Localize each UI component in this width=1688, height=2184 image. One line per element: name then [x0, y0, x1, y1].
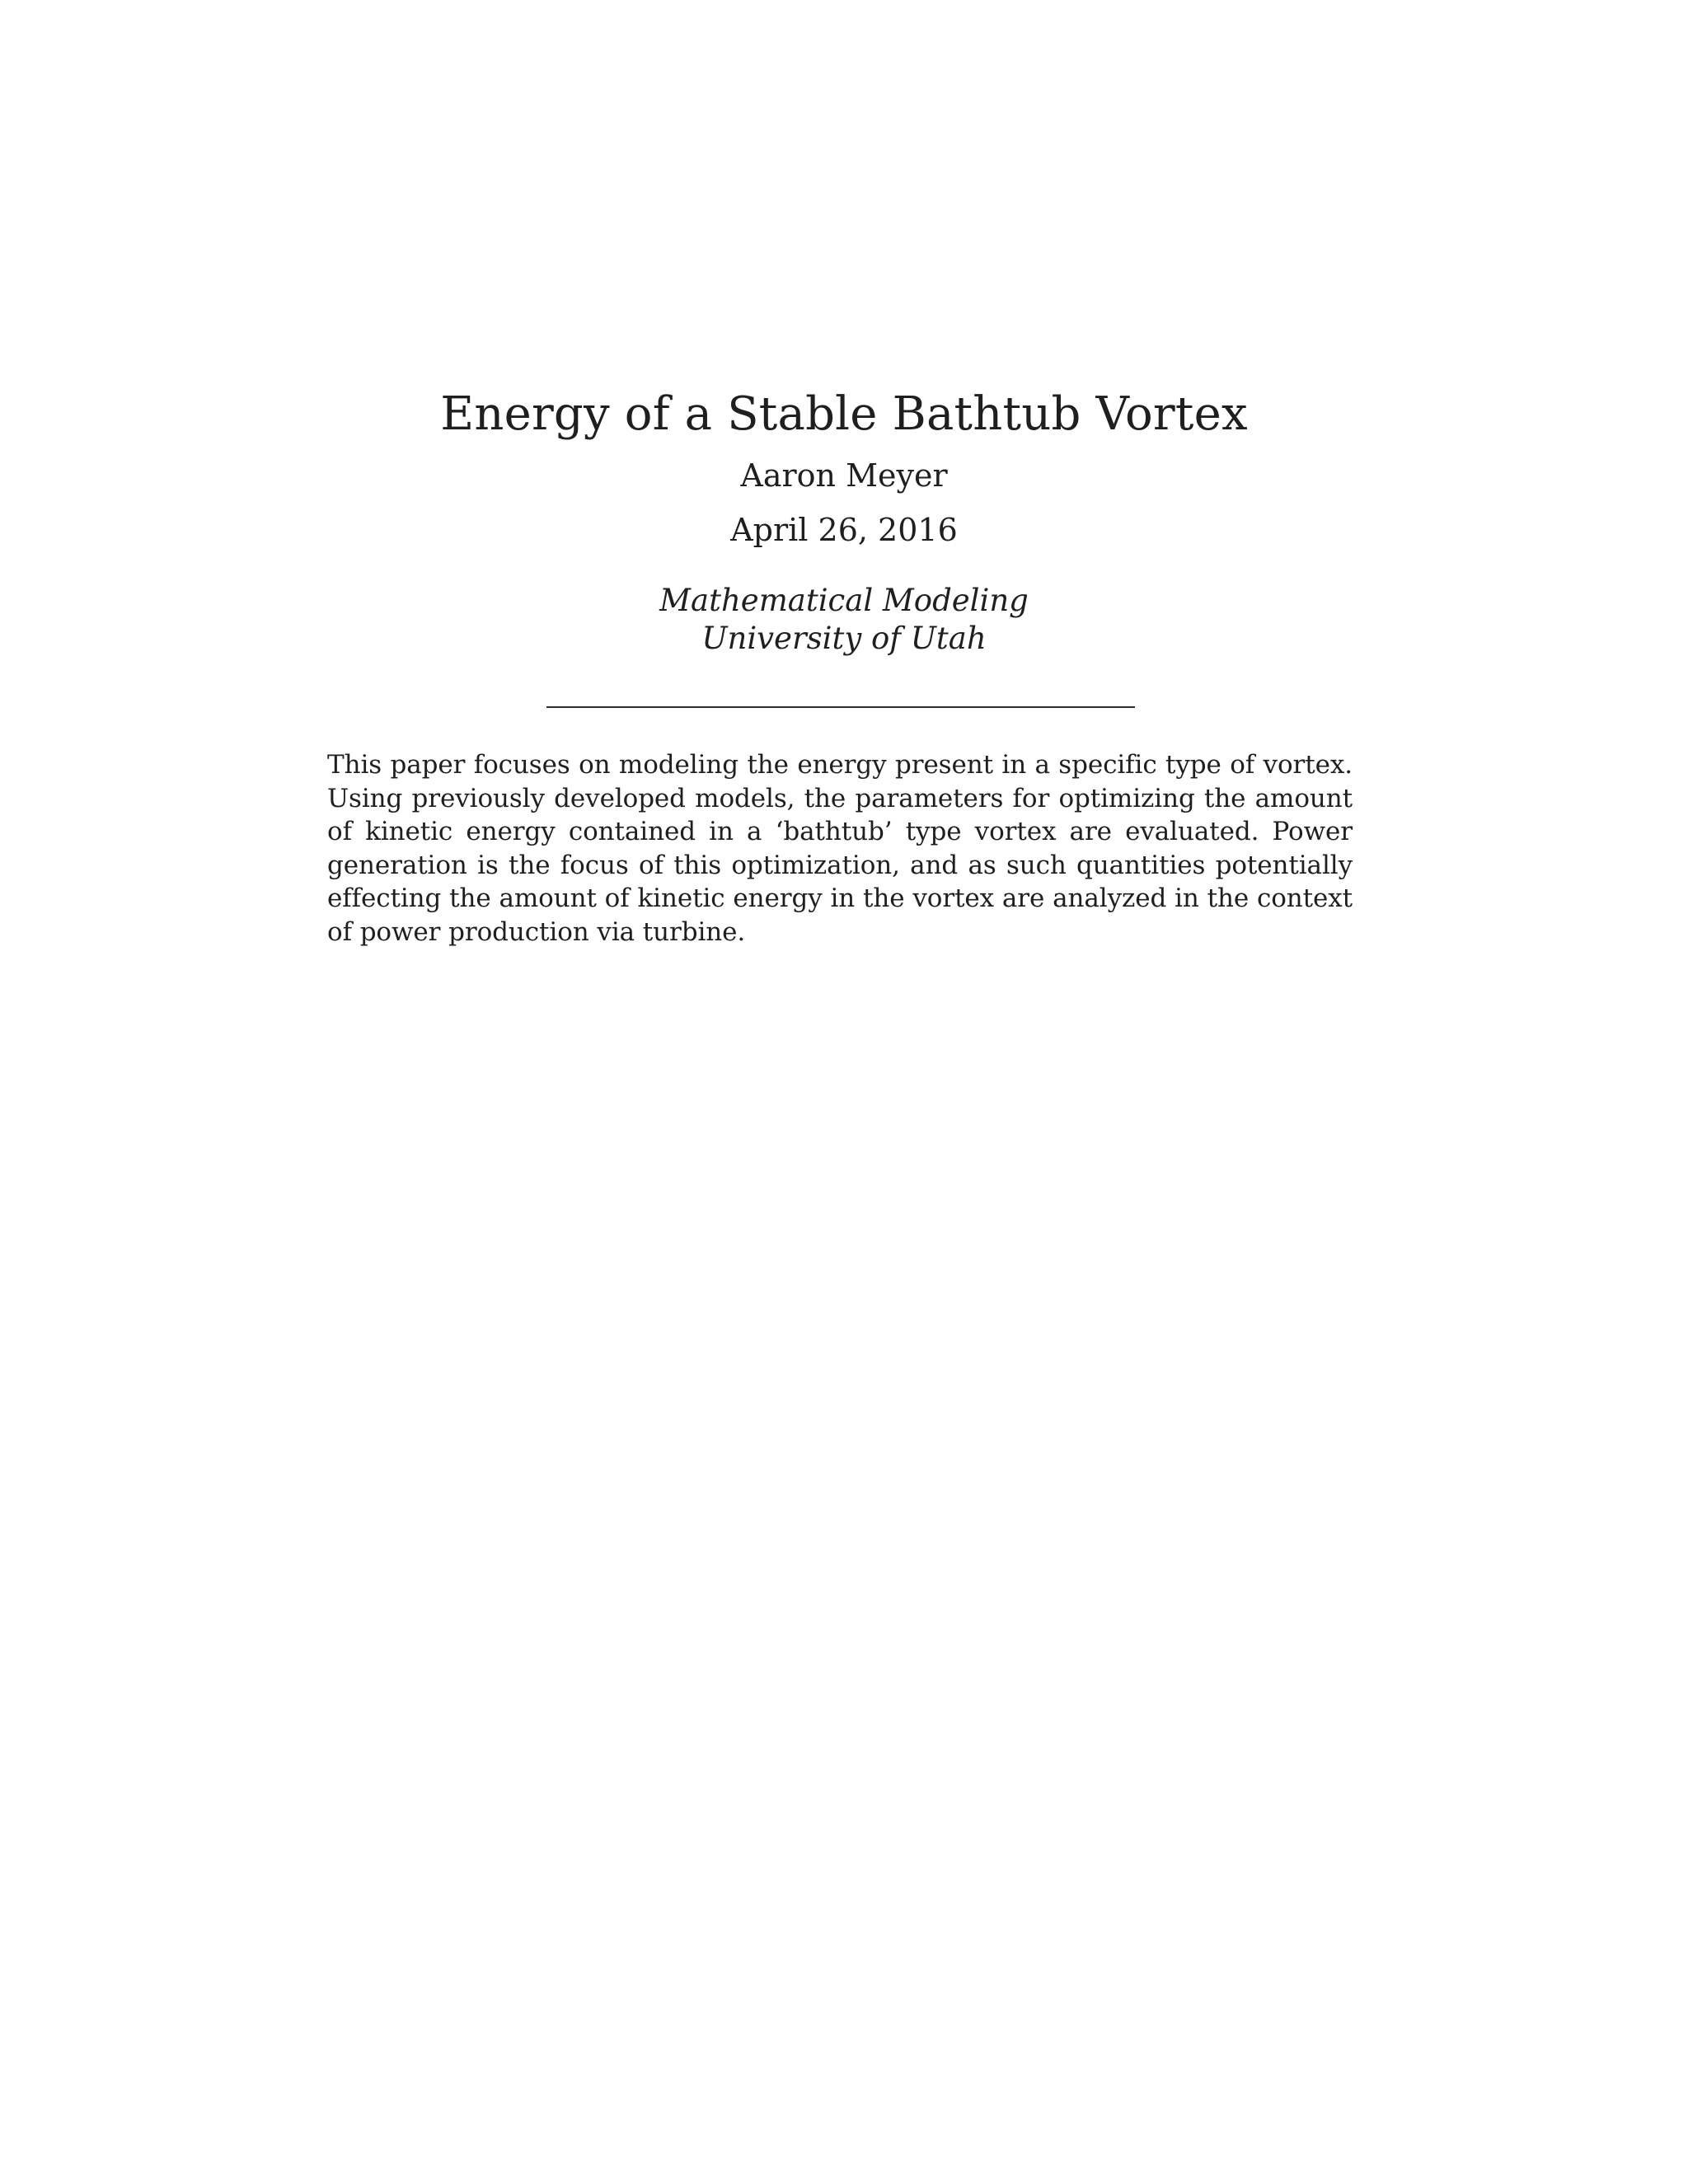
affiliation-block [0, 582, 1688, 658]
paper-title: Energy of a Stable Bathtub Vortex [440, 387, 1248, 441]
paper-author: Aaron Meyer [740, 457, 948, 494]
abstract-paragraph: This paper focuses on modeling the energy present in a specific type of vortex. Using previously developed models, the parameters for optimizing the amount of kinetic energy contained in a ‘bathtub’ type vortex are evaluated. Power generation is the focus of this optimization, and as such quantities potentially effecting the amount of kinetic energy in the vortex are analyzed in the context of power production via turbine. [327, 750, 1353, 947]
affiliation-course: Mathematical Modeling [659, 583, 1029, 618]
paper-date: April 26, 2016 [730, 512, 958, 548]
affiliation-institution: University of Utah [701, 621, 987, 656]
title-separator-rule [546, 706, 1135, 708]
